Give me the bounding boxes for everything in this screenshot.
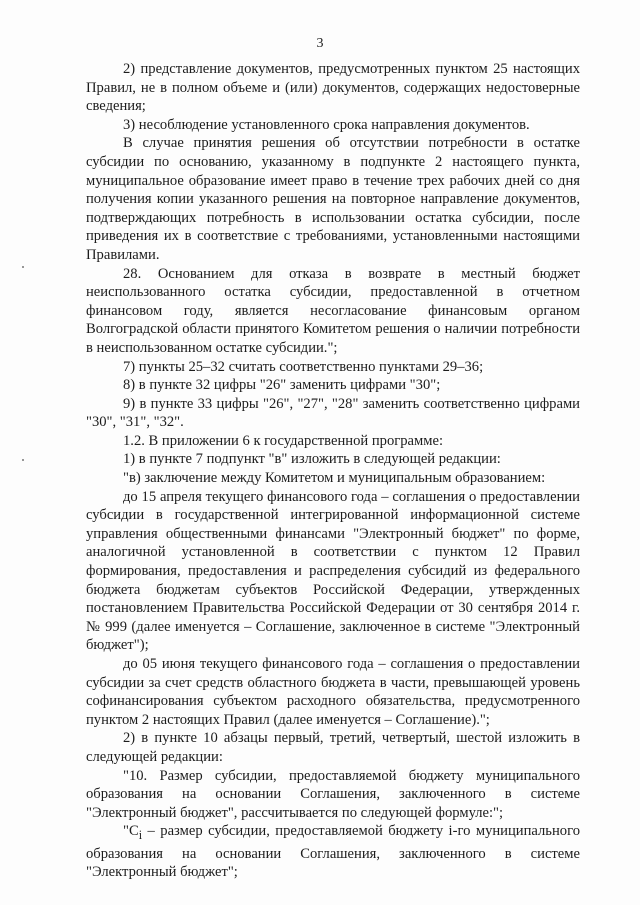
paragraph: 1.2. В приложении 6 к государственной программе:	[123, 432, 444, 449]
paragraph: 28. Основанием для отказа в возврате в местный бюджет неиспользованного остатка субсидии, предоставленной в отчетном финансовом году, является несогласование финансовым органом Волгоградской области принятого Комитетом решения о наличии потребности в неиспользованном остатке субсидии.";	[86, 265, 580, 356]
document-body	[86, 60, 580, 882]
page-number: 3	[316, 36, 324, 51]
paragraph: 2) представление документов, предусмотренных пунктом 25 настоящих Правил, не в полном объеме и (или) документов, содержащих недостоверные сведения;	[86, 61, 580, 115]
paragraph: 1) в пункте 7 подпункт "в" изложить в следующей редакции:	[123, 451, 501, 468]
paragraph: 8) в пункте 32 цифры "26" заменить цифрами "30";	[123, 377, 441, 394]
paragraph: до 15 апреля текущего финансового года – соглашения о предоставлении субсидии в государственной интегрированной информационной системе управления общественными финансами "Электронный бюджет" по форме, аналогичной установленной в соответствии с пунктом 12 Правил формирования, предоставления и распределения субсидий из федерального бюджета бюджетам субъектов Российской Федерации, утвержденных постановлением Правительства Российской Федерации от 30 сентября 2014 г. № 999 (далее именуется – Соглашение, заключенное в системе "Электронный бюджет");	[86, 488, 580, 654]
paragraph: "10. Размер субсидии, предоставляемой бюджету муниципального образования на основании Соглашения, заключенного в системе "Электронный бюджет", рассчитывается по следующей формуле:";	[86, 767, 580, 821]
margin-mark	[22, 459, 24, 461]
paragraph: до 05 июня текущего финансового года – соглашения о предоставлении субсидии за счет средств областного бюджета в части, превышающей уровень софинансирования субъектом расходного обязательства, предусмотренного пунктом 2 настоящих Правил (далее именуется – Соглашение).";	[86, 656, 580, 728]
paragraph: "в) заключение между Комитетом и муниципальным образованием:	[123, 470, 546, 487]
formula-lead: "C	[123, 823, 139, 840]
paragraph: 9) в пункте 33 цифры "26", "27", "28" заменить соответственно цифрами "30", "31", "32".	[86, 395, 580, 431]
paragraph: 7) пункты 25–32 считать соответственно пунктами 29–36;	[123, 358, 484, 375]
paragraph: 2) в пункте 10 абзацы первый, третий, четвертый, шестой изложить в следующей редакции:	[86, 730, 580, 765]
paragraph: 3) несоблюдение установленного срока направления документов.	[123, 116, 530, 133]
paragraph: В случае принятия решения об отсутствии потребности в остатке субсидии по основанию, указанному в подпункте 2 настоящего пункта, муниципальное образование имеет право в течение трех рабочих дней со дня получения копии указанного решения на повторное направление документов, подтверждающих потребность в использовании остатка субсидии, после приведения их в соответствие с требованиями, установленными настоящими Правилами.	[86, 135, 580, 263]
formula-subscript: i	[138, 828, 143, 843]
formula-rest: – размер субсидии, предоставляемой бюджету i-го муниципального образования на основании Соглашения, заключенного в системе "Электронный бюджет";	[86, 823, 580, 881]
margin-mark	[22, 266, 24, 268]
formula-definition-paragraph	[86, 822, 580, 882]
